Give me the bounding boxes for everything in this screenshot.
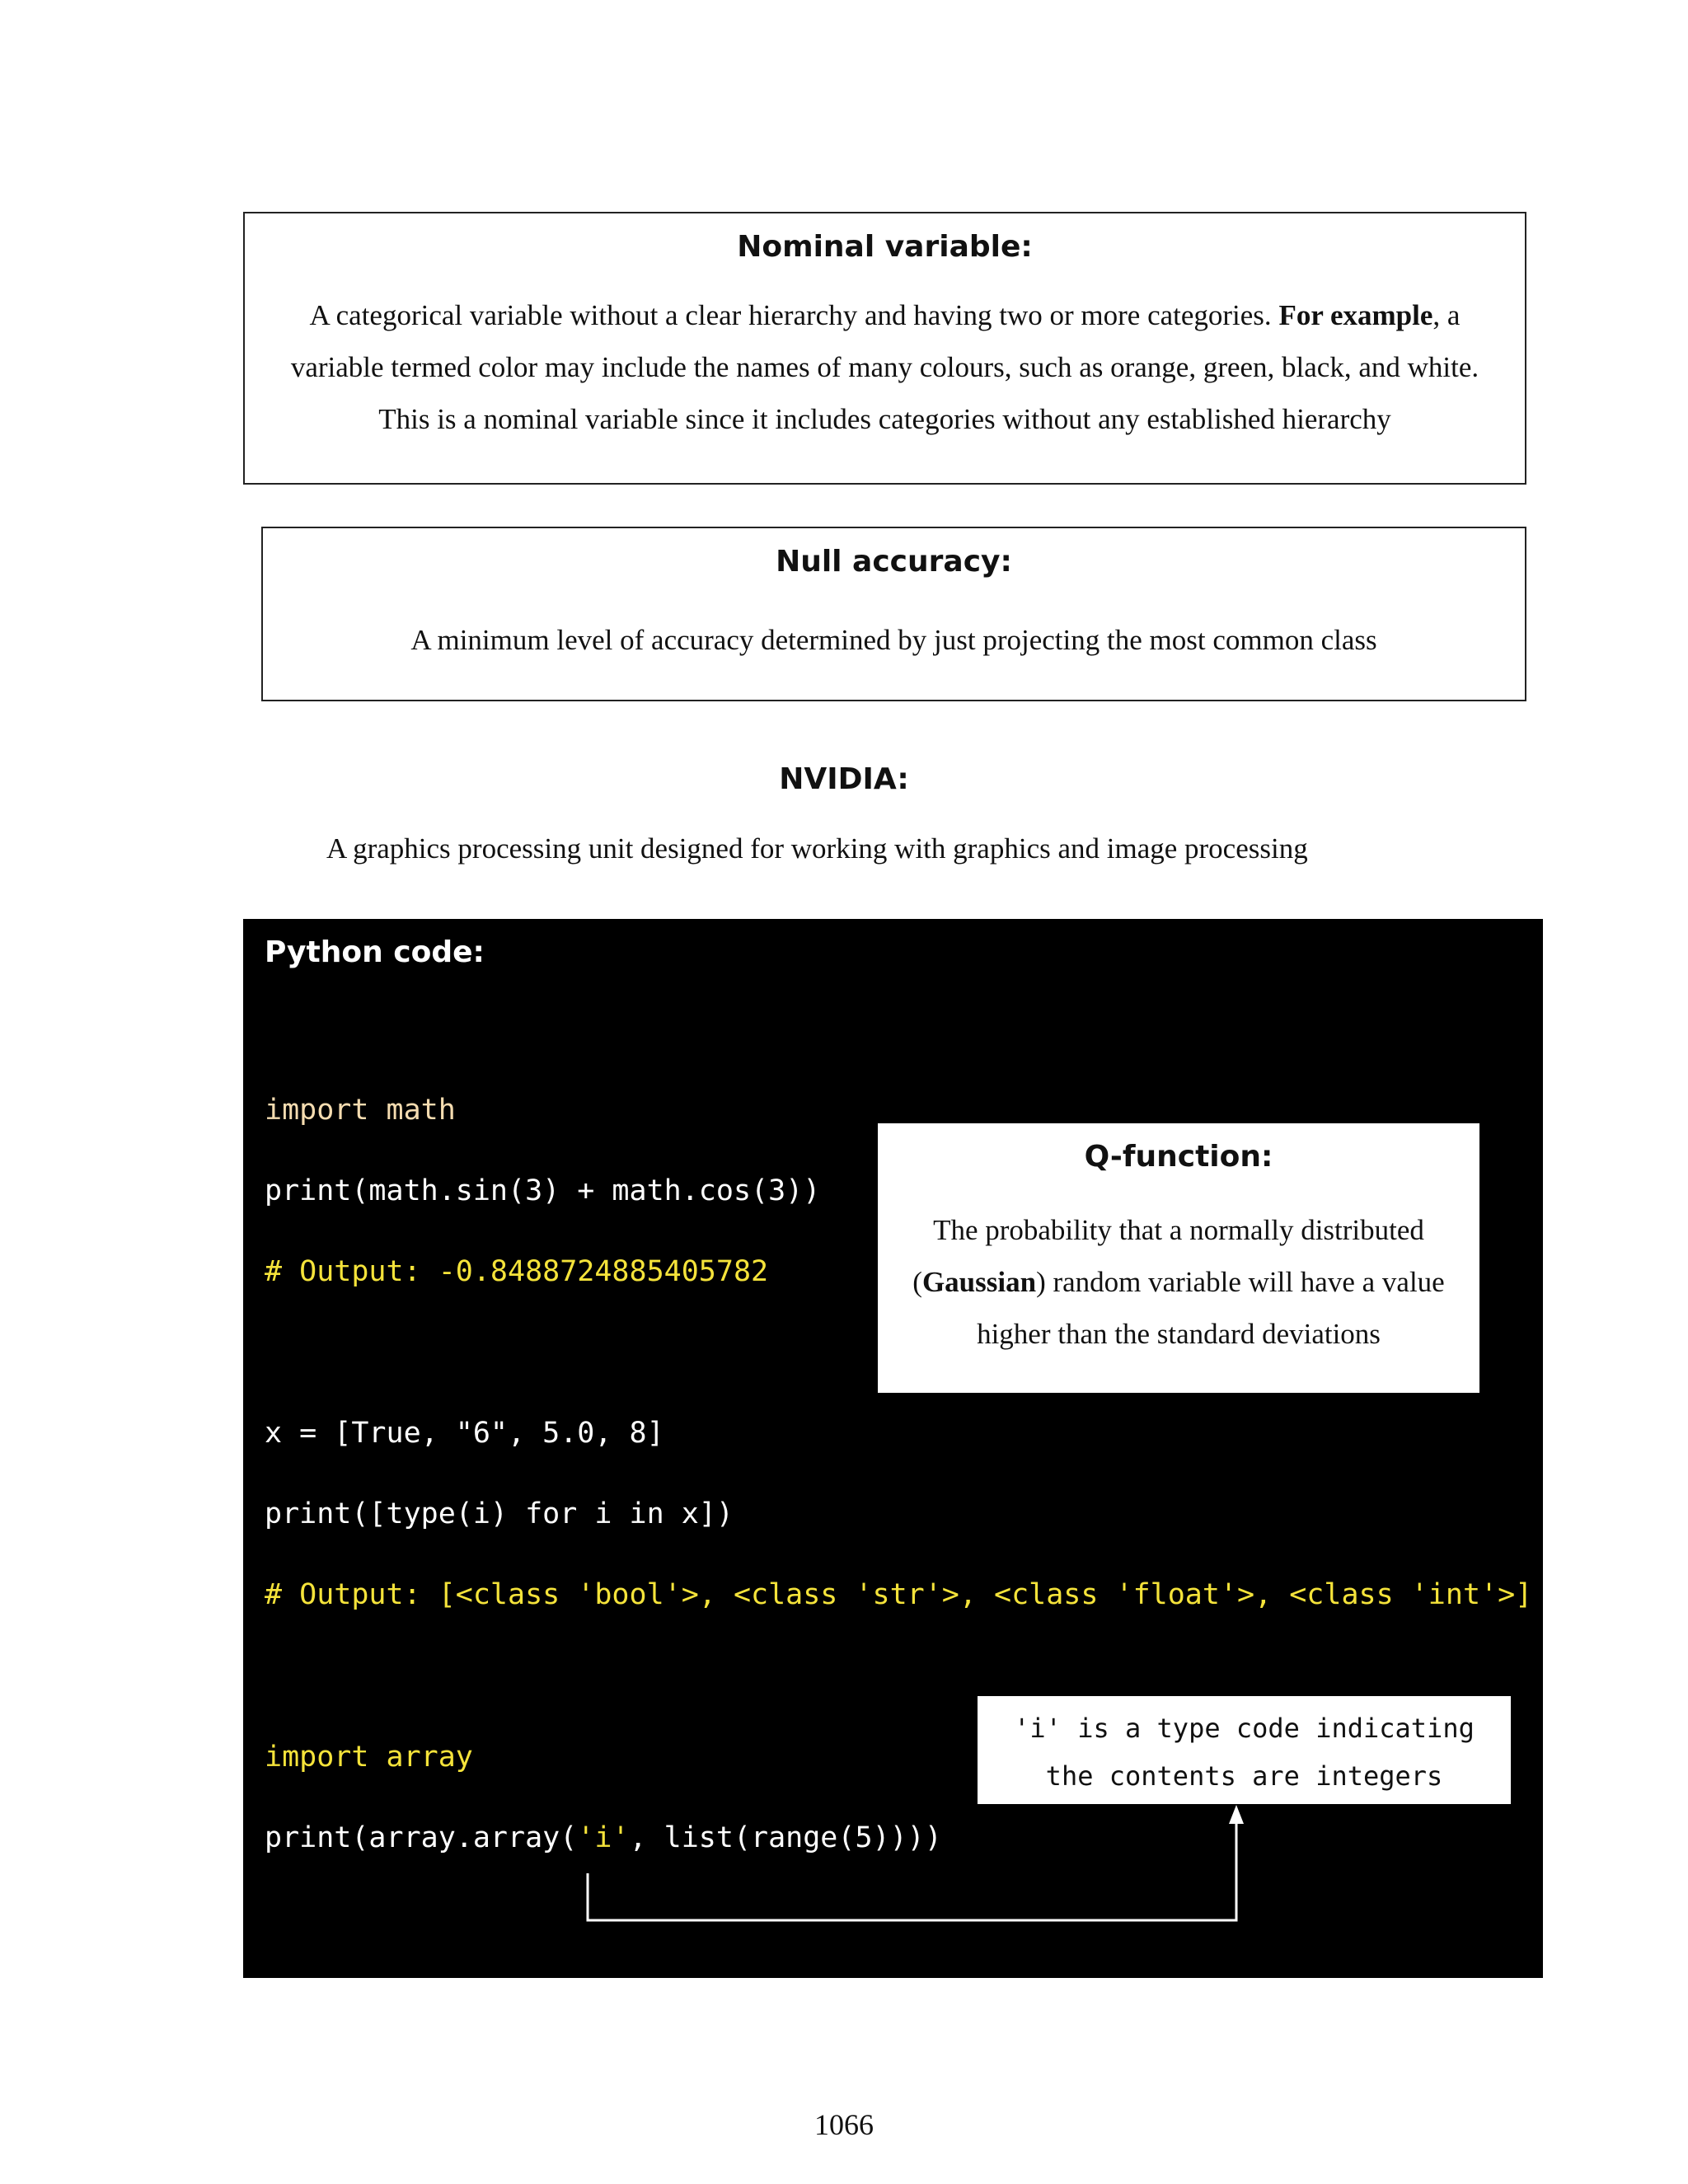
- null-accuracy-title: Null accuracy:: [776, 545, 1012, 579]
- annotation-line-2: the contents are integers: [1045, 1760, 1443, 1792]
- code-line-output-1: # Output: -0.8488724885405782: [265, 1255, 769, 1288]
- code-line-print-sin-cos: print(math.sin(3) + math.cos(3)): [265, 1174, 821, 1207]
- nominal-text-bold: For example: [1278, 299, 1433, 331]
- null-accuracy-definition: A minimum level of accuracy determined by just projecting the most common class: [410, 624, 1377, 656]
- nominal-variable-box: [243, 212, 1526, 485]
- code-token: print(array.array(: [265, 1821, 578, 1854]
- arrow-head-icon: [1229, 1805, 1244, 1824]
- annotation-line-1: 'i' is a type code indicating: [1014, 1713, 1475, 1744]
- nvidia-title: NVIDIA:: [779, 762, 909, 796]
- nominal-text-part: A categorical variable without a clear hierarchy and having two or more categories.: [309, 299, 1279, 331]
- code-line-import-math: import math: [265, 1094, 456, 1127]
- nvidia-definition: A graphics processing unit designed for working with graphics and image processing: [326, 832, 1308, 865]
- annotation-arrow: [243, 919, 1543, 1978]
- nominal-variable-definition: [270, 289, 1500, 445]
- q-function-text-bold: Gaussian: [921, 1266, 1037, 1298]
- q-function-title: Q-function:: [1084, 1140, 1273, 1174]
- nominal-text-part: , a variable termed color may include the names of many colours, such as orange, green, black, and white. This is a nominal variable since it includes categories without any established hierarchy: [290, 299, 1479, 435]
- page-number: 1066: [814, 2108, 874, 2141]
- python-code-title: Python code:: [265, 935, 485, 969]
- code-line-list-assign: x = [True, "6", 5.0, 8]: [265, 1417, 664, 1450]
- null-accuracy-box: [261, 527, 1526, 701]
- code-line-print-types: print([type(i) for i in x]): [265, 1497, 734, 1530]
- code-token-type-code: 'i': [577, 1821, 630, 1854]
- code-line-output-2: # Output: [<class 'bool'>, <class 'str'>, <class 'float'>, <class 'int'>]: [265, 1578, 1533, 1611]
- q-function-text-part: ) random variable will have a value higher than the standard deviations: [977, 1266, 1445, 1350]
- q-function-text-part: The probability that a normally distributed (: [912, 1214, 1424, 1298]
- code-line-import-array: import array: [265, 1741, 473, 1774]
- python-code-panel: [243, 919, 1543, 1978]
- arrow-line: [588, 1821, 1236, 1920]
- code-token: , list(range(5)))): [629, 1821, 942, 1854]
- nominal-variable-title: Nominal variable:: [737, 230, 1033, 264]
